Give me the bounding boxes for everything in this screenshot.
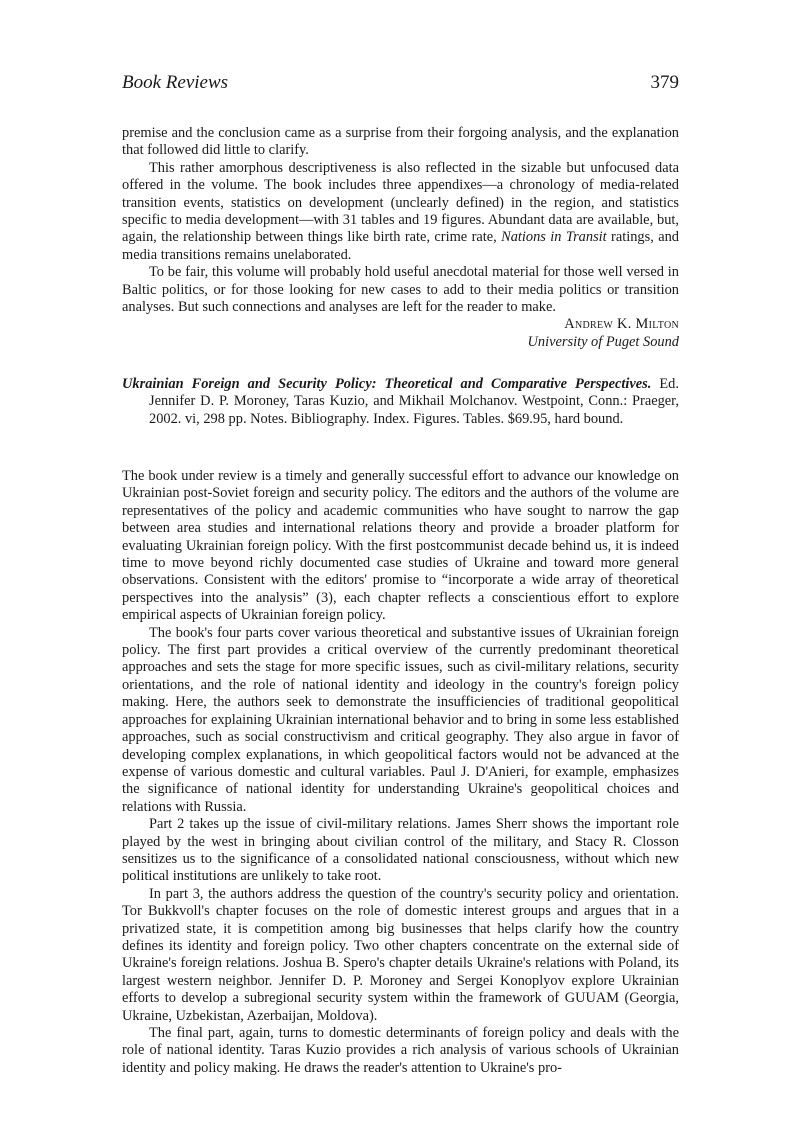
paragraph: To be fair, this volume will probably hold useful anecdotal material for those well versed in Baltic politics, or for those looking for new cases to add to their media politics or transition analyses. But such connections and analyses are left for the reader to make.	[122, 264, 679, 316]
paragraph: In part 3, the authors address the question of the country's security policy and orientation. Tor Bukkvoll's chapter focuses on the role of domestic interest groups and argues that in a privatized state, it is competition among big businesses that helps clarify how the country defines its identity and foreign policy. Two other chapters concentrate on the external side of Ukraine's foreign relations. Joshua B. Spero's chapter details Ukraine's relations with Poland, its largest western neighbor. Jennifer D. P. Moroney and Sergei Konoplyov explore Ukrainian efforts to develop a subregional security system within the framework of GUUAM (Georgia, Ukraine, Uzbekistan, Azerbaijan, Moldova).	[122, 885, 679, 1024]
reviewer-affiliation: University of Puget Sound	[527, 333, 679, 350]
italic-title: Nations in Transit	[501, 229, 607, 246]
bib-details: Ed. Jennifer D. P. Moroney, Taras Kuzio, and Mikhail Molchanov. Westpoint, Conn.: Praeger, 2002. vi, 298 pp. Notes. Bibliography. Index. Figures. Tables. $69.95, hard bound.	[149, 376, 679, 427]
reviewer-name: Andrew K. Milton	[564, 316, 679, 333]
review2-body	[122, 468, 679, 1077]
page-number: 379	[650, 72, 679, 93]
journal-title: Book Reviews	[122, 72, 229, 93]
paragraph: premise and the conclusion came as a surprise from their forgoing analysis, and the explanation that followed did little to clarify.	[122, 125, 679, 159]
paragraph-text: ratings, and media transitions remains unelaborated.	[122, 229, 679, 263]
paragraph: The final part, again, turns to domestic determinants of foreign policy and deals with the role of national identity. Taras Kuzio provides a rich analysis of various schools of Ukrainian identity and policy making. He draws the reader's attention to Ukraine's pro-	[122, 1025, 679, 1076]
paragraph-text: This rather amorphous descriptiveness is also reflected in the sizable but unfocused data offered in the volume. The book includes three appendixes—a chronology of media-related transition events, statistics on development (unclearly defined) in the region, and statistics specific to media development—with 31 tables and 19 figures. Abundant data are available, but, again, the relationship between things like birth rate, crime rate,	[122, 159, 679, 246]
paragraph: The book's four parts cover various theoretical and substantive issues of Ukrainian foreign policy. The first part provides a critical overview of the currently predominant theoretical approaches and sets the stage for more specific issues, such as civil-military relations, security orientations, and the role of national identity and ideology in the country's foreign policy making. Here, the authors seek to demonstrate the insufficiencies of traditional geopolitical approaches for explaining Ukrainian international behavior and to bring in some less established approaches, such as social constructivism and critical geography. They also argue in favor of developing complex explanations, in which geopolitical factors would not be advanced at the expense of various domestic and cultural variables. Paul J. D'Anieri, for example, emphasizes the significance of national identity for understanding Ukraine's geopolitical choices and relations with Russia.	[122, 624, 679, 815]
book-citation	[122, 376, 679, 428]
running-head	[122, 72, 679, 98]
book-title: Ukrainian Foreign and Security Policy: Theoretical and Comparative Perspectives.	[122, 376, 652, 392]
reviewer-signature	[122, 316, 679, 351]
review1-body	[122, 125, 679, 351]
paragraph	[122, 160, 679, 264]
paragraph: Part 2 takes up the issue of civil-military relations. James Sherr shows the important role played by the west in bringing about civilian control of the military, and Stacy R. Closson sensitizes us to the significance of a consolidated national consciousness, without which new political institutions are unlikely to take root.	[122, 816, 679, 885]
paragraph: The book under review is a timely and generally successful effort to advance our knowledge on Ukrainian post-Soviet foreign and security policy. The editors and the authors of the volume are representatives of the policy and academic communities who have sought to narrow the gap between area studies and international relations theory and provide a broader platform for evaluating Ukrainian foreign policy. With the first postcommunist decade behind us, it is indeed time to move beyond richly documented case studies of Ukraine and toward more general observations. Consistent with the editors' promise to “incorporate a wide array of theoretical perspectives into the analysis” (3), each chapter reflects a conscientious effort to explore empirical aspects of Ukrainian foreign policy.	[122, 468, 679, 624]
